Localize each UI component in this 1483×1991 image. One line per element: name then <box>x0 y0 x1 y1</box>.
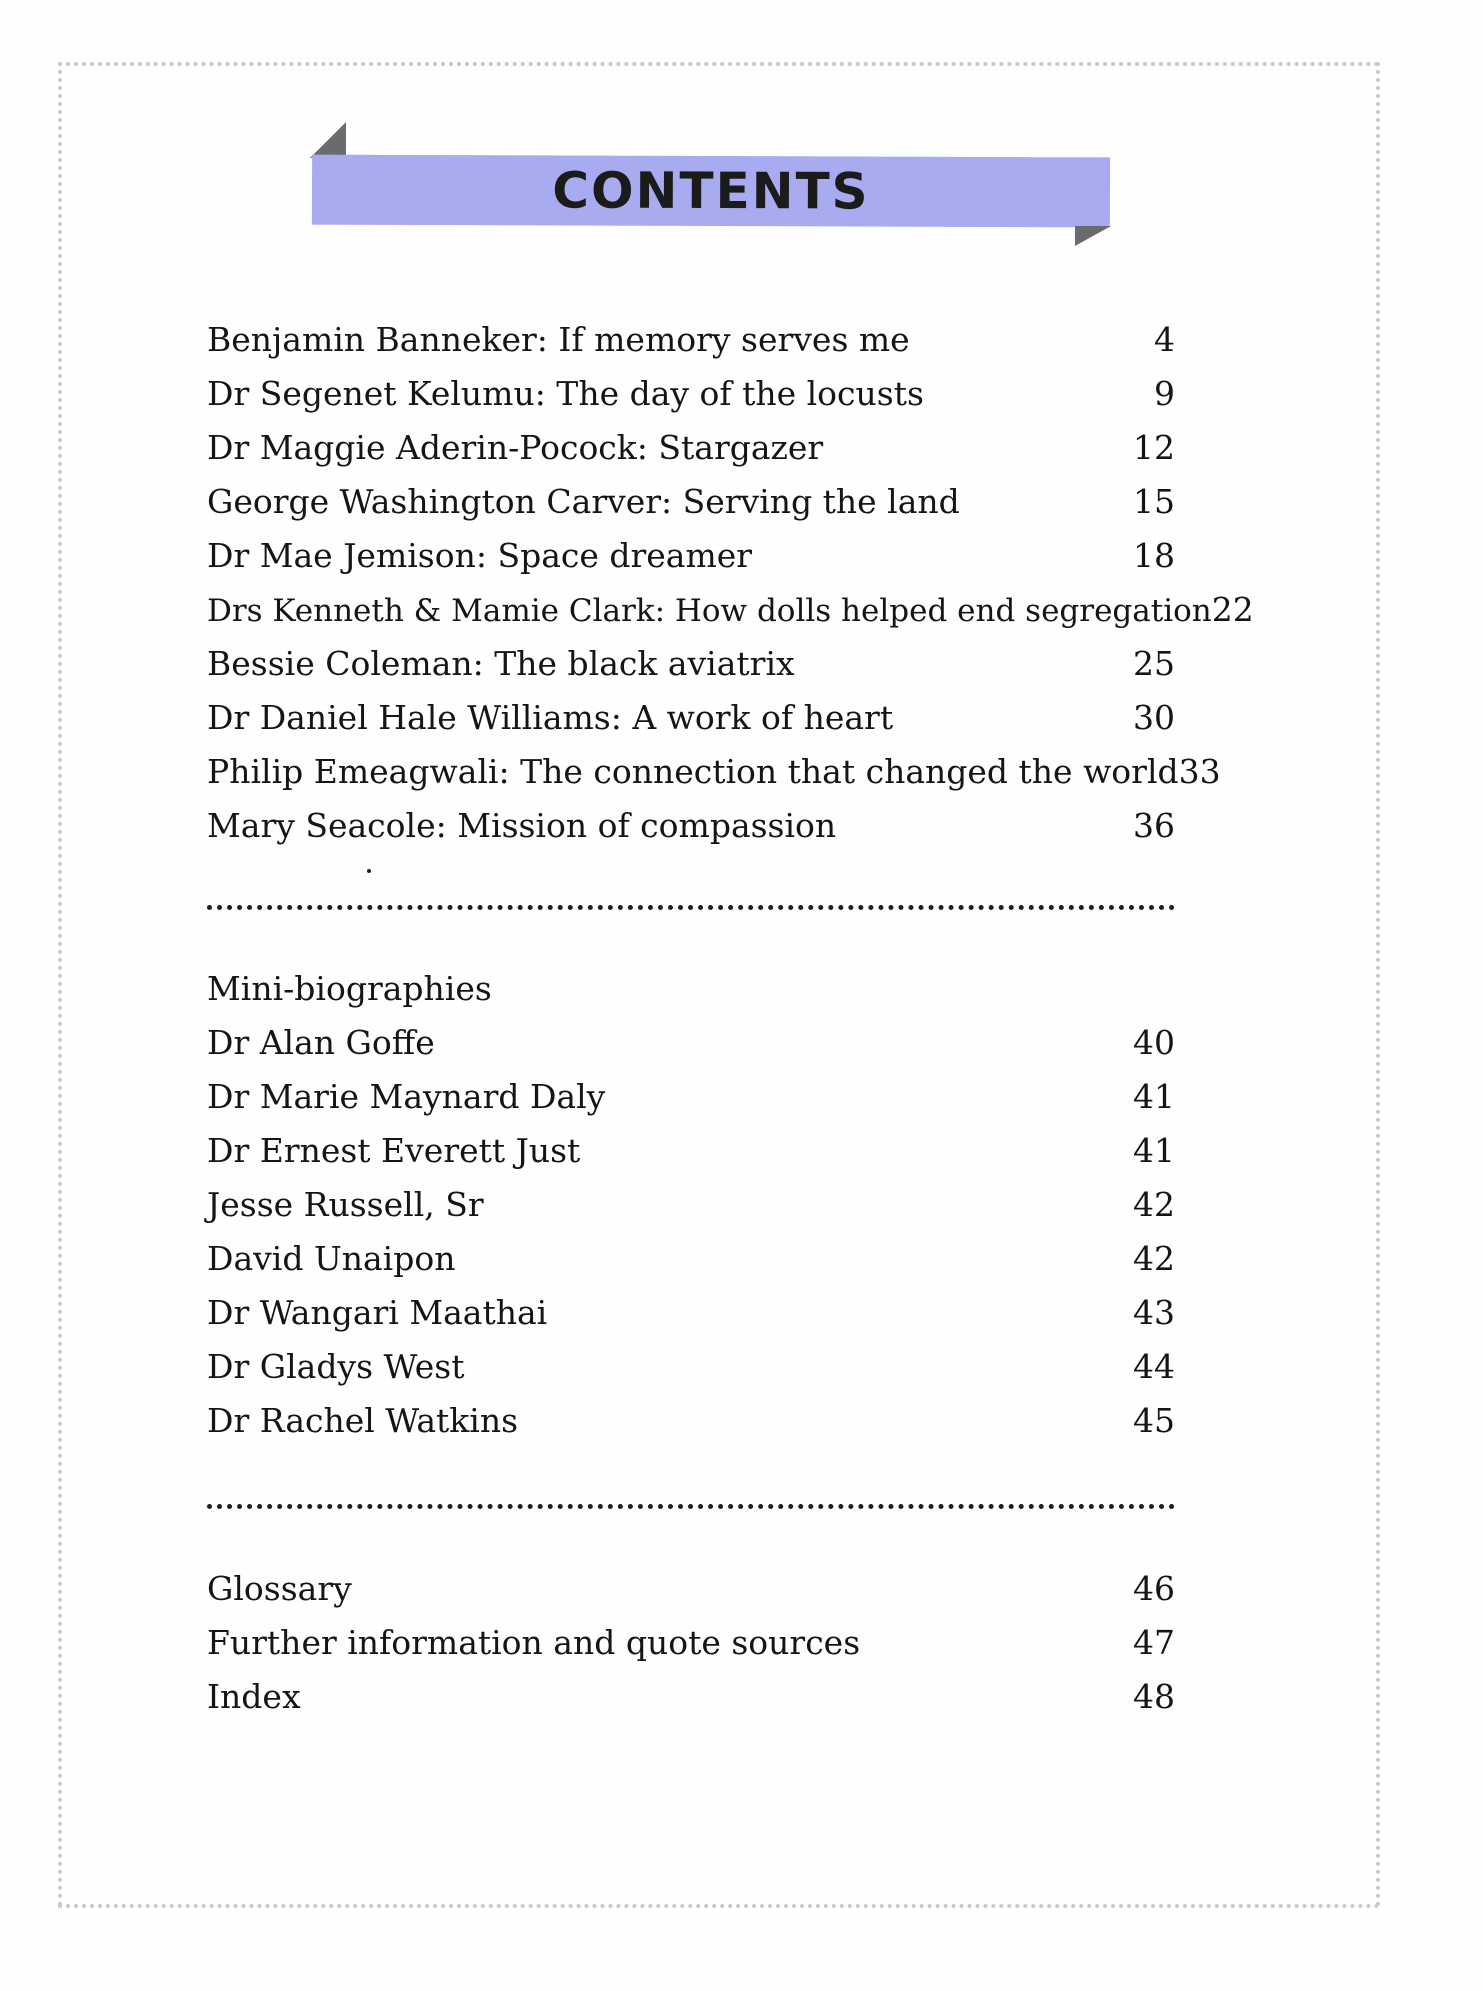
toc-entry[interactable] <box>207 799 1175 853</box>
toc-page-number: 4 <box>1154 320 1175 359</box>
toc-page-number: 18 <box>1133 536 1175 575</box>
toc-entry[interactable] <box>207 583 1254 637</box>
toc-page-number: 41 <box>1133 1131 1175 1170</box>
banner-fold-right <box>1075 226 1111 246</box>
toc-page-number: 47 <box>1133 1623 1175 1662</box>
toc-entry-title: Dr Alan Goffe <box>207 1023 435 1062</box>
toc-entry-title: Dr Maggie Aderin-Pocock: Stargazer <box>207 428 824 467</box>
toc-entry[interactable] <box>207 313 1175 367</box>
toc-entry[interactable] <box>207 1232 1175 1286</box>
banner-ribbon <box>312 155 1110 228</box>
toc-entry-title: George Washington Carver: Serving the land <box>207 482 960 521</box>
toc-entry-title: Bessie Coleman: The black aviatrix <box>207 644 795 683</box>
toc-entry-title: David Unaipon <box>207 1239 456 1278</box>
toc-entry[interactable] <box>207 1670 1175 1724</box>
toc-page-number: 9 <box>1154 374 1175 413</box>
toc-entry[interactable] <box>207 367 1175 421</box>
toc-page-number: 22 <box>1211 590 1254 629</box>
toc-entry[interactable] <box>207 745 1221 799</box>
toc-page-number: 45 <box>1133 1401 1175 1440</box>
toc-entry-title: Dr Ernest Everett Just <box>207 1131 581 1170</box>
toc-entry-title: Dr Gladys West <box>207 1347 465 1386</box>
toc-entry-title: Mary Seacole: Mission of compassion <box>207 806 837 845</box>
toc-entry-title: Benjamin Banneker: If memory serves me <box>207 320 910 359</box>
toc-entry[interactable] <box>207 1562 1175 1616</box>
contents-banner <box>308 120 1113 245</box>
stray-dot <box>367 869 371 873</box>
toc-page-number: 42 <box>1133 1185 1175 1224</box>
section-divider <box>207 1504 1175 1509</box>
toc-entry[interactable] <box>207 1286 1175 1340</box>
toc-entry-title: Dr Segenet Kelumu: The day of the locusts <box>207 374 924 413</box>
toc-entry-title: Dr Wangari Maathai <box>207 1293 548 1332</box>
page-title: CONTENTS <box>552 161 870 221</box>
toc-page-number: 48 <box>1133 1677 1175 1716</box>
toc-page-number: 33 <box>1178 752 1221 791</box>
toc-entry[interactable] <box>207 1340 1175 1394</box>
toc-page-number: 12 <box>1133 428 1175 467</box>
toc-page-number: 42 <box>1133 1239 1175 1278</box>
toc-entry-title: Glossary <box>207 1569 352 1608</box>
section-divider <box>207 905 1175 910</box>
toc-entry[interactable] <box>207 691 1175 745</box>
toc-page-number: 25 <box>1133 644 1175 683</box>
toc-entry-title: Dr Marie Maynard Daly <box>207 1077 606 1116</box>
toc-page-number: 40 <box>1133 1023 1175 1062</box>
toc-entry[interactable] <box>207 1394 1175 1448</box>
toc-entry-title: Jesse Russell, Sr <box>207 1185 484 1224</box>
toc-entry-title: Index <box>207 1677 301 1716</box>
toc-entry-title: Dr Daniel Hale Williams: A work of heart <box>207 698 894 737</box>
toc-entry[interactable] <box>207 1016 1175 1070</box>
toc-entry[interactable] <box>207 421 1175 475</box>
toc-page-number: 36 <box>1133 806 1175 845</box>
toc-entry-title: Further information and quote sources <box>207 1623 861 1662</box>
toc-page-number: 30 <box>1133 698 1175 737</box>
toc-entry[interactable] <box>207 475 1175 529</box>
toc-entry[interactable] <box>207 1178 1175 1232</box>
toc-entry-title: Dr Rachel Watkins <box>207 1401 519 1440</box>
toc-page-number: 46 <box>1133 1569 1175 1608</box>
toc-entry[interactable] <box>207 637 1175 691</box>
toc-page-number: 43 <box>1133 1293 1175 1332</box>
toc-entry-title: Dr Mae Jemison: Space dreamer <box>207 536 753 575</box>
toc-entry[interactable] <box>207 529 1175 583</box>
toc-page-number: 15 <box>1133 482 1175 521</box>
toc-entry[interactable] <box>207 1070 1175 1124</box>
toc-entry[interactable] <box>207 1616 1175 1670</box>
toc-entry-title: Drs Kenneth & Mamie Clark: How dolls helped end segregation <box>207 593 1212 629</box>
toc-page-number: 41 <box>1133 1077 1175 1116</box>
banner-fold-left <box>310 122 346 158</box>
toc-entry[interactable] <box>207 1124 1175 1178</box>
section-heading: Mini-biographies <box>207 969 492 1008</box>
toc-page-number: 44 <box>1133 1347 1175 1386</box>
toc-entry-title: Philip Emeagwali: The connection that changed the world <box>207 752 1179 791</box>
